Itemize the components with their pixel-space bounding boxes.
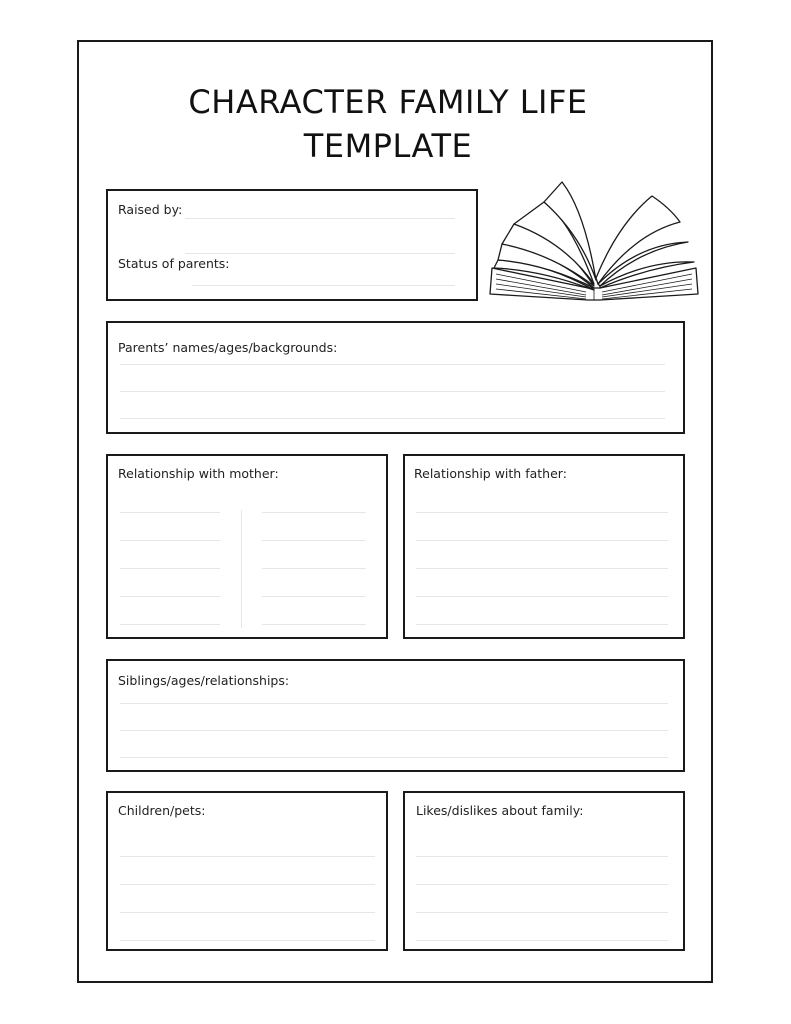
raised-by-writing-line[interactable] bbox=[185, 218, 455, 219]
likes-dislikes-writing-line[interactable] bbox=[416, 884, 668, 885]
children-pets-writing-line[interactable] bbox=[120, 940, 375, 941]
children-pets-label: Children/pets: bbox=[118, 803, 206, 818]
mother-writing-line[interactable] bbox=[262, 596, 366, 597]
likes-dislikes-writing-line[interactable] bbox=[416, 940, 668, 941]
siblings-writing-line[interactable] bbox=[120, 757, 668, 758]
father-writing-line[interactable] bbox=[416, 512, 668, 513]
raised-by-writing-line-2[interactable] bbox=[185, 253, 455, 254]
parents-info-writing-line[interactable] bbox=[120, 418, 665, 419]
relationship-father-label: Relationship with father: bbox=[414, 466, 567, 481]
children-pets-writing-line[interactable] bbox=[120, 856, 375, 857]
page-title bbox=[100, 80, 676, 168]
open-book-icon bbox=[488, 180, 704, 304]
likes-dislikes-writing-line[interactable] bbox=[416, 856, 668, 857]
mother-writing-line[interactable] bbox=[262, 624, 366, 625]
children-pets-writing-line[interactable] bbox=[120, 912, 375, 913]
raised-by-label: Raised by: bbox=[118, 202, 183, 217]
status-of-parents-writing-line[interactable] bbox=[192, 285, 455, 286]
mother-writing-line[interactable] bbox=[120, 624, 220, 625]
relationship-mother-label: Relationship with mother: bbox=[118, 466, 279, 481]
father-writing-line[interactable] bbox=[416, 540, 668, 541]
father-writing-line[interactable] bbox=[416, 596, 668, 597]
mother-column-divider bbox=[241, 510, 242, 628]
relationship-father-box bbox=[403, 454, 685, 639]
mother-writing-line[interactable] bbox=[262, 540, 366, 541]
siblings-writing-line[interactable] bbox=[120, 730, 668, 731]
likes-dislikes-label: Likes/dislikes about family: bbox=[416, 803, 584, 818]
father-writing-line[interactable] bbox=[416, 568, 668, 569]
mother-writing-line[interactable] bbox=[120, 540, 220, 541]
siblings-label: Siblings/ages/relationships: bbox=[118, 673, 290, 688]
mother-writing-line[interactable] bbox=[120, 512, 220, 513]
parents-info-writing-line[interactable] bbox=[120, 391, 665, 392]
status-of-parents-label: Status of parents: bbox=[118, 256, 230, 271]
page-title-line-1: CHARACTER FAMILY LIFE bbox=[188, 83, 588, 121]
children-pets-writing-line[interactable] bbox=[120, 884, 375, 885]
mother-writing-line[interactable] bbox=[262, 512, 366, 513]
father-writing-line[interactable] bbox=[416, 624, 668, 625]
parents-info-writing-line[interactable] bbox=[120, 364, 665, 365]
page-title-line-2: TEMPLATE bbox=[303, 127, 473, 165]
likes-dislikes-writing-line[interactable] bbox=[416, 912, 668, 913]
mother-writing-line[interactable] bbox=[120, 596, 220, 597]
siblings-writing-line[interactable] bbox=[120, 703, 668, 704]
mother-writing-line[interactable] bbox=[120, 568, 220, 569]
relationship-mother-box bbox=[106, 454, 388, 639]
parents-info-label: Parents’ names/ages/backgrounds: bbox=[118, 340, 338, 355]
mother-writing-line[interactable] bbox=[262, 568, 366, 569]
